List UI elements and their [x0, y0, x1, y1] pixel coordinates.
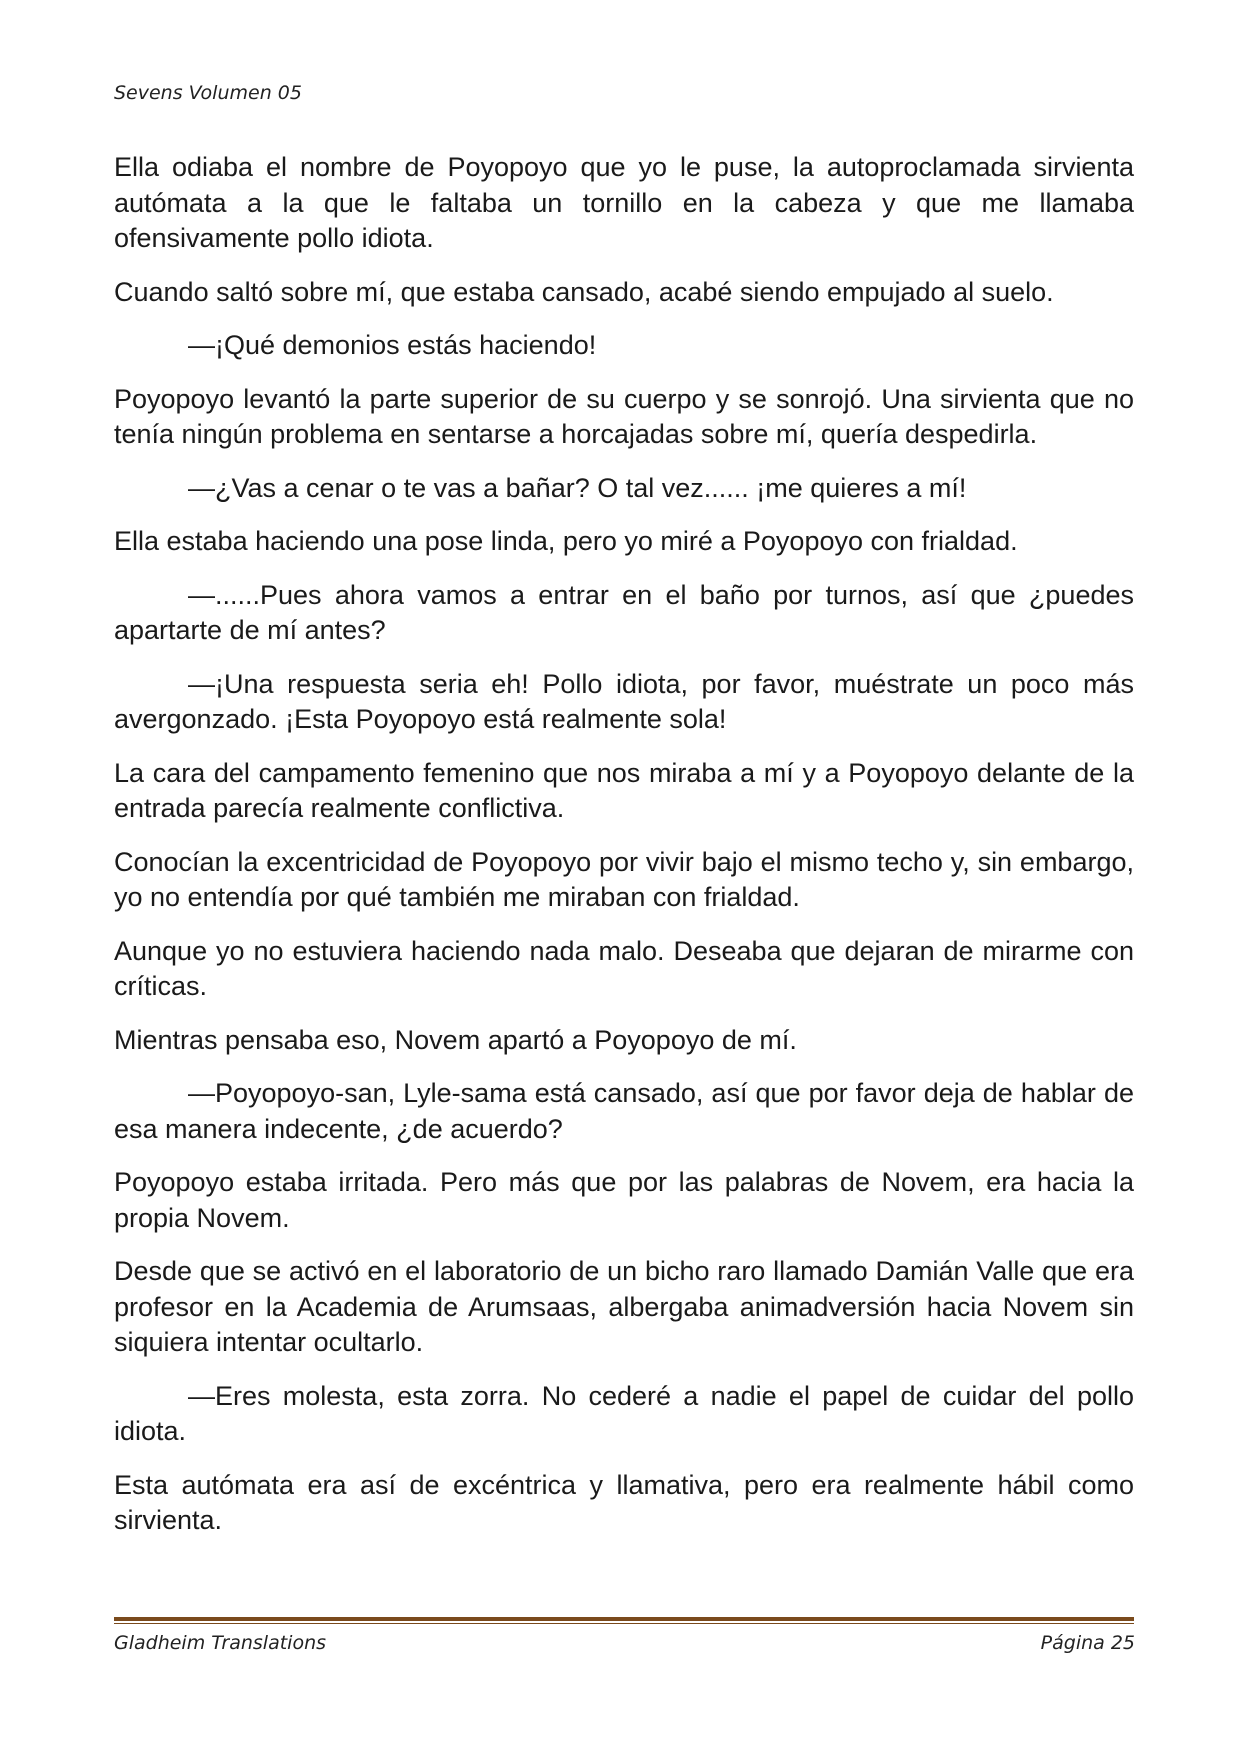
paragraph: Cuando saltó sobre mí, que estaba cansado, acabé siendo empujado al suelo. — [114, 276, 1054, 307]
paragraph: Mientras pensaba eso, Novem apartó a Poyopoyo de mí. — [114, 1024, 797, 1055]
dialogue-paragraph: —......Pues ahora vamos a entrar en el baño por turnos, así que ¿puedes apartarte de mí antes? — [114, 579, 1134, 645]
paragraph: La cara del campamento femenino que nos miraba a mí y a Poyopoyo delante de la entrada parecía realmente conflictiva. — [114, 757, 1134, 823]
paragraph: Ella estaba haciendo una pose linda, pero yo miré a Poyopoyo con frialdad. — [114, 526, 1018, 556]
footer-rule-thick — [114, 1617, 1134, 1621]
dialogue-paragraph: —¿Vas a cenar o te vas a bañar? O tal vez...... ¡me quieres a mí! — [188, 472, 967, 503]
footer-rule-thin — [114, 1623, 1134, 1624]
paragraph: Poyopoyo estaba irritada. Pero más que por las palabras de Novem, era hacia la propia Novem. — [114, 1167, 1134, 1233]
paragraph: Aunque yo no estuviera haciendo nada malo. Deseaba que dejaran de mirarme con críticas. — [114, 935, 1134, 1001]
body-text — [114, 150, 1134, 1557]
dialogue-paragraph: —¡Qué demonios estás haciendo! — [188, 330, 597, 360]
footer-publisher: Gladheim Translations — [114, 1632, 327, 1654]
dialogue-paragraph: —¡Una respuesta seria eh! Pollo idiota, por favor, muéstrate un poco más avergonzado. ¡Esta Poyopoyo está realmente sola! — [114, 668, 1134, 734]
paragraph: Poyopoyo levantó la parte superior de su cuerpo y se sonrojó. Una sirvienta que no tenía ningún problema en sentarse a horcajadas sobre mí, quería despedirla. — [114, 383, 1134, 449]
footer-page-number: Página 25 — [1040, 1632, 1135, 1654]
running-header: Sevens Volumen 05 — [114, 82, 302, 104]
paragraph: Desde que se activó en el laboratorio de un bicho raro llamado Damián Valle que era profesor en la Academia de Arumsaas, albergaba animadversión hacia Novem sin siquiera intentar ocultarlo. — [114, 1256, 1134, 1357]
dialogue-paragraph: —Poyopoyo-san, Lyle-sama está cansado, así que por favor deja de hablar de esa manera indecente, ¿de acuerdo? — [114, 1078, 1134, 1144]
paragraph: Esta autómata era así de excéntrica y llamativa, pero era realmente hábil como sirvienta. — [114, 1469, 1134, 1535]
footer-rule — [114, 1617, 1134, 1624]
paragraph: Conocían la excentricidad de Poyopoyo por vivir bajo el mismo techo y, sin embargo, yo no entendía por qué también me miraban con frialdad. — [114, 846, 1134, 912]
paragraph: Ella odiaba el nombre de Poyopoyo que yo le puse, la autoproclamada sirvienta autómata a la que le faltaba un tornillo en la cabeza y que me llamaba ofensivamente pollo idiota. — [114, 152, 1134, 253]
dialogue-paragraph: —Eres molesta, esta zorra. No cederé a nadie el papel de cuidar del pollo idiota. — [114, 1380, 1134, 1446]
